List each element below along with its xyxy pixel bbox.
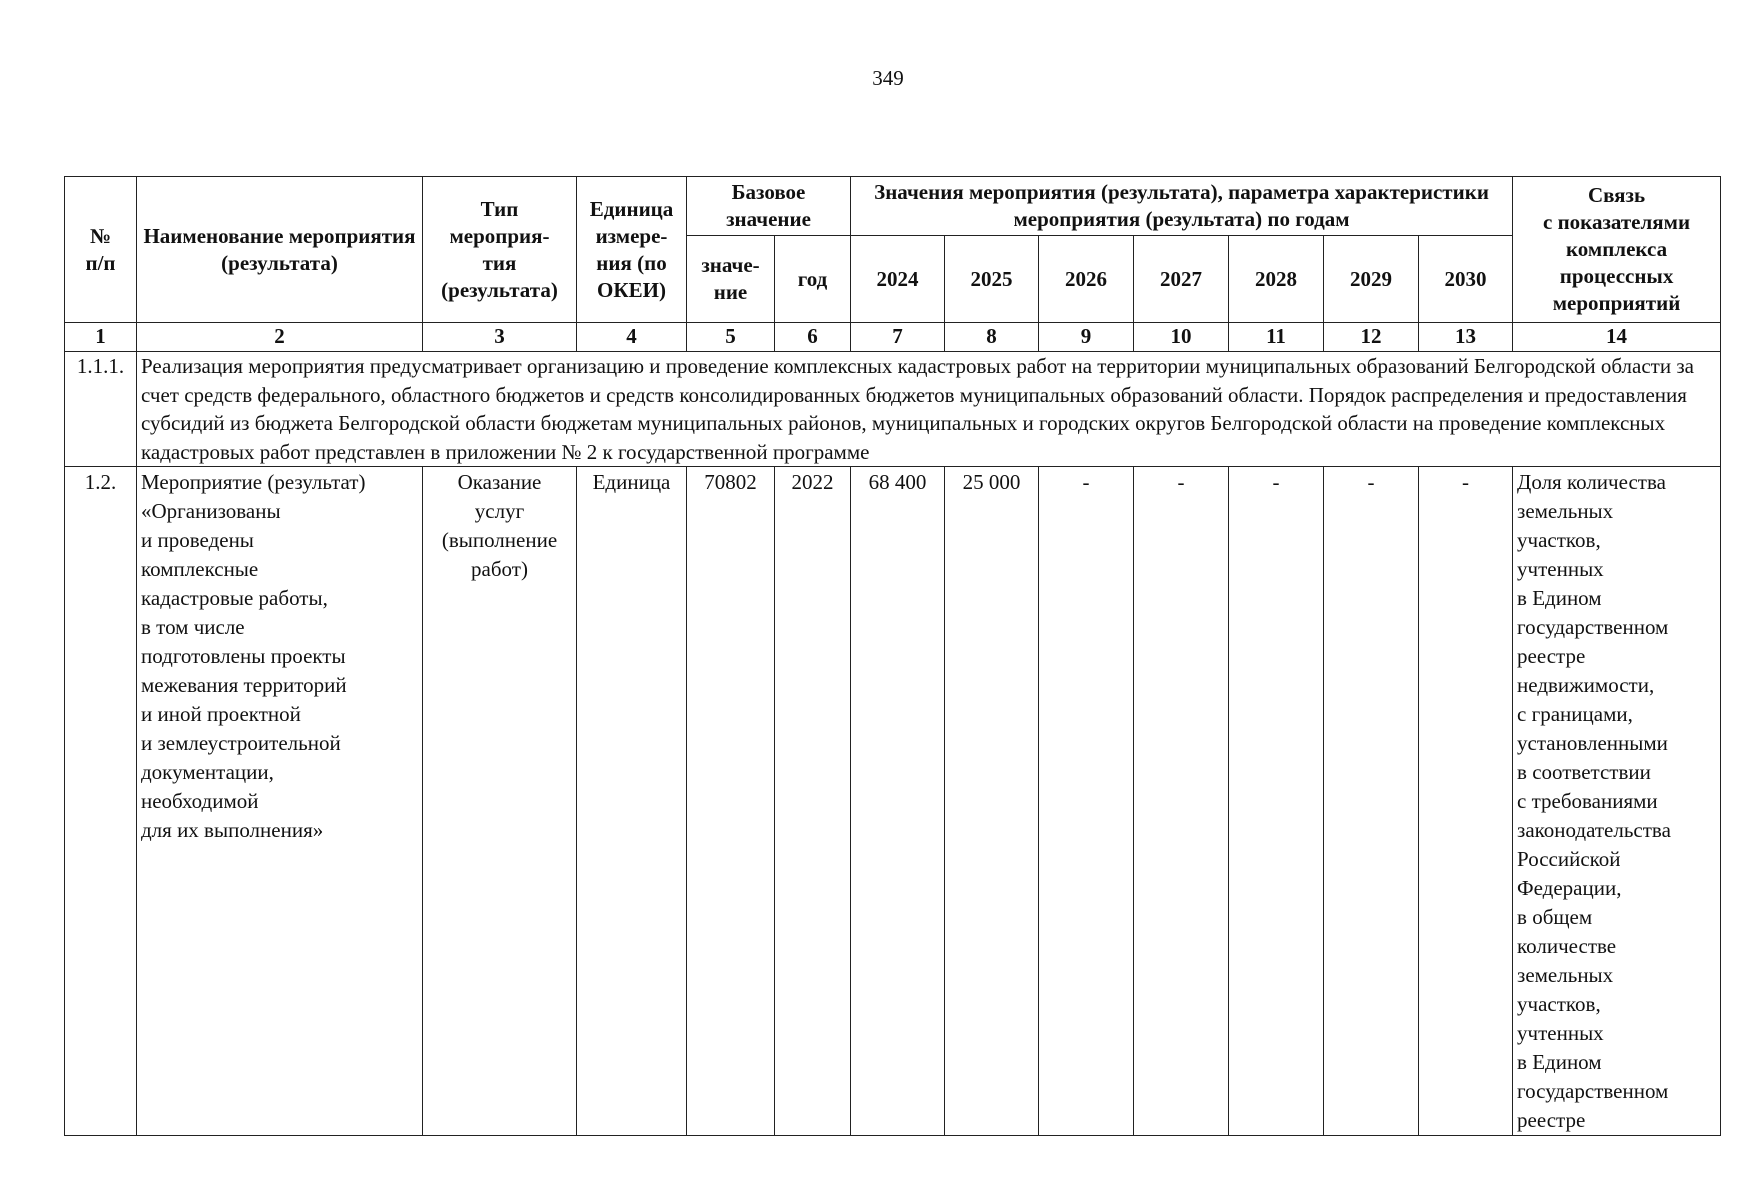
header-row-1: [65, 177, 1721, 236]
header-name: Наименование мероприятия (результата): [137, 177, 423, 323]
column-number: 13: [1419, 323, 1513, 352]
row-description: Реализация мероприятия предусматривает организацию и проведение комплексных кадастровых работ на территории муниципальных образований Белгородской области за счет средств федерального, областного бюджетов и средств консолидированных бюджетов муниципальных образований области. Порядок распределения и предоставления субсидий из бюджета Белгородской области бюджетам муниципальных районов, муниципальных и городских округов Белгородской области на проведение комплексных кадастровых работ представлен в приложении № 2 к государственной программе: [137, 352, 1721, 467]
column-number: 4: [577, 323, 687, 352]
column-number: 3: [423, 323, 577, 352]
column-number: 11: [1229, 323, 1324, 352]
header-values-group: Значения мероприятия (результата), параметра характеристики мероприятия (результата) по годам: [851, 177, 1513, 236]
activity-type: Оказание услуг (выполнение работ): [423, 467, 577, 1136]
column-number: 14: [1513, 323, 1721, 352]
value-2026: -: [1039, 467, 1134, 1136]
value-2024: 68 400: [851, 467, 945, 1136]
column-numbers-row: [65, 323, 1721, 352]
value-2025: 25 000: [945, 467, 1039, 1136]
row-number: 1.2.: [65, 467, 137, 1136]
column-number: 1: [65, 323, 137, 352]
header-unit: Единица измере- ния (по ОКЕИ): [577, 177, 687, 323]
value-2030: -: [1419, 467, 1513, 1136]
header-type: Тип мероприя- тия (результата): [423, 177, 577, 323]
unit-of-measure: Единица: [577, 467, 687, 1136]
activity-name: Мероприятие (результат) «Организованы и проведены комплексные кадастровые работы, в том числе подготовлены проекты межевания территорий и иной проектной и землеустроительной документации, необходимой для их выполнения»: [137, 467, 423, 1136]
header-num: № п/п: [65, 177, 137, 323]
column-number: 8: [945, 323, 1039, 352]
value-2027: -: [1134, 467, 1229, 1136]
header-year-2026: 2026: [1039, 236, 1134, 323]
column-number: 12: [1324, 323, 1419, 352]
page-number: 349: [872, 66, 904, 90]
column-number: 2: [137, 323, 423, 352]
activities-table: [64, 176, 1721, 1136]
indicator-link: Доля количества земельных участков, учтенных в Едином государственном реестре недвижимости, с границами, установленными в соответствии с требованиями законодательства Российской Федерации, в общем количестве земельных участков, учтенных в Едином государственном реестре: [1513, 467, 1721, 1136]
header-year-2025: 2025: [945, 236, 1039, 323]
header-base-value: значе- ние: [687, 236, 775, 323]
table-row: [65, 467, 1721, 1136]
header-base-group: Базовое значение: [687, 177, 851, 236]
row-number: 1.1.1.: [65, 352, 137, 467]
header-base-year: год: [775, 236, 851, 323]
column-number: 5: [687, 323, 775, 352]
column-number: 7: [851, 323, 945, 352]
column-number: 10: [1134, 323, 1229, 352]
base-value: 70802: [687, 467, 775, 1136]
value-2029: -: [1324, 467, 1419, 1136]
column-number: 6: [775, 323, 851, 352]
column-number: 9: [1039, 323, 1134, 352]
base-year: 2022: [775, 467, 851, 1136]
header-year-2028: 2028: [1229, 236, 1324, 323]
header-year-2029: 2029: [1324, 236, 1419, 323]
table-row: [65, 352, 1721, 467]
header-year-2030: 2030: [1419, 236, 1513, 323]
header-link: Связь с показателями комплекса процессных мероприятий: [1513, 177, 1721, 323]
value-2028: -: [1229, 467, 1324, 1136]
header-year-2027: 2027: [1134, 236, 1229, 323]
header-year-2024: 2024: [851, 236, 945, 323]
